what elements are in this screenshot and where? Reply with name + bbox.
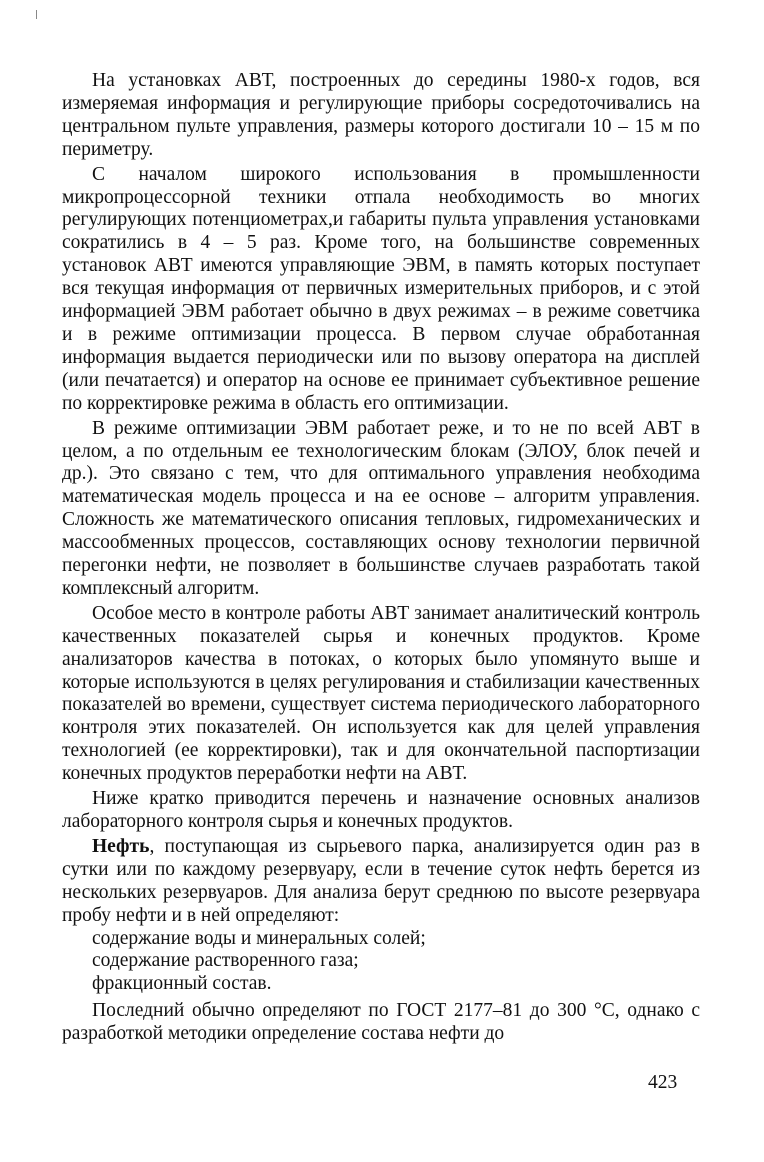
page-body <box>62 70 700 1048</box>
paragraph-optimization-mode: В режиме оптимизации ЭВМ работает реже, и то не по всей АВТ в целом, а по отдельным ее технологическим блокам (ЭЛОУ, блок печей и др.). Это связано с тем, что для оптимального управления необходима математическая модель процесса и на ее основе – алгоритм управления. Сложность же математического описания тепловых, гидромеханических и массообменных процессов, составляющих основу технологии первичной перегонки нефти, не позволяет в большинстве случаев разработать такой комплексный алгоритм. <box>62 417 700 599</box>
paragraph-central-panel: На установках АВТ, построенных до середины 1980-х годов, вся измеряемая информация и регулирующие приборы сосредоточивались на центральном пульте управления, размеры которого достигали 10 – 15 м по периметру. <box>62 70 700 160</box>
list-item-dissolved-gas: содержание растворенного газа; <box>92 950 359 972</box>
list-item-water-salts: содержание воды и минеральных солей; <box>92 927 426 949</box>
paragraph-microprocessor: С началом широкого использования в промышленности микропроцессорной техники отпала необходимость во многих регулирующих потенциометрах,и габариты пульта управления установками сократились в 4 – 5 раз. Кроме того, на большинстве современных установок АВТ имеются управляющие ЭВМ, в память которых поступает вся текущая информация от первичных измерительных приборов, и с этой информацией ЭВМ работает обычно в двух режимах – в режиме советчика и в режиме оптимизации процесса. В первом случае обработанная информация выдается периодически или по вызову оператора на дисплей (или печатается) и оператор на основе ее принимает субъективное решение по корректировке режима в область его оптимизации. <box>62 163 700 414</box>
page-number: 423 <box>648 1072 678 1093</box>
list-item-fraction-composition: фракционный состав. <box>92 973 272 995</box>
paragraph-analysis-list-intro: Ниже кратко приводится перечень и назначение основных анализов лабораторного контроля сырья и конечных продуктов. <box>62 788 700 832</box>
paragraph-oil <box>62 836 700 928</box>
oil-text: , поступающая из сырьевого парка, анализируется один раз в сутки или по каждому резервуару, если в течение суток нефть берется из нескольких резервуаров. Для анализа берут среднюю по высоте резервуара пробу нефти и в ней определяют: <box>62 835 700 926</box>
paragraph-gost: Последний обычно определяют по ГОСТ 2177–81 до 300 °С, однако с разработкой методики определение состава нефти до <box>62 1000 700 1045</box>
oil-term: Нефть <box>92 835 150 857</box>
paragraph-analytical-control: Особое место в контроле работы АВТ занимает аналитический контроль качественных показателей сырья и конечных продуктов. Кроме анализаторов качества в потоках, о которых было упомянуто выше и которые используются в целях регулирования и стабилизации качественных показателей во времени, существует система периодического лабораторного контроля этих показателей. Он используется как для целей управления технологией (ее корректировки), так и для окончательной паспортизации конечных продуктов переработки нефти на АВТ. <box>62 602 700 785</box>
scan-mark <box>36 10 37 19</box>
